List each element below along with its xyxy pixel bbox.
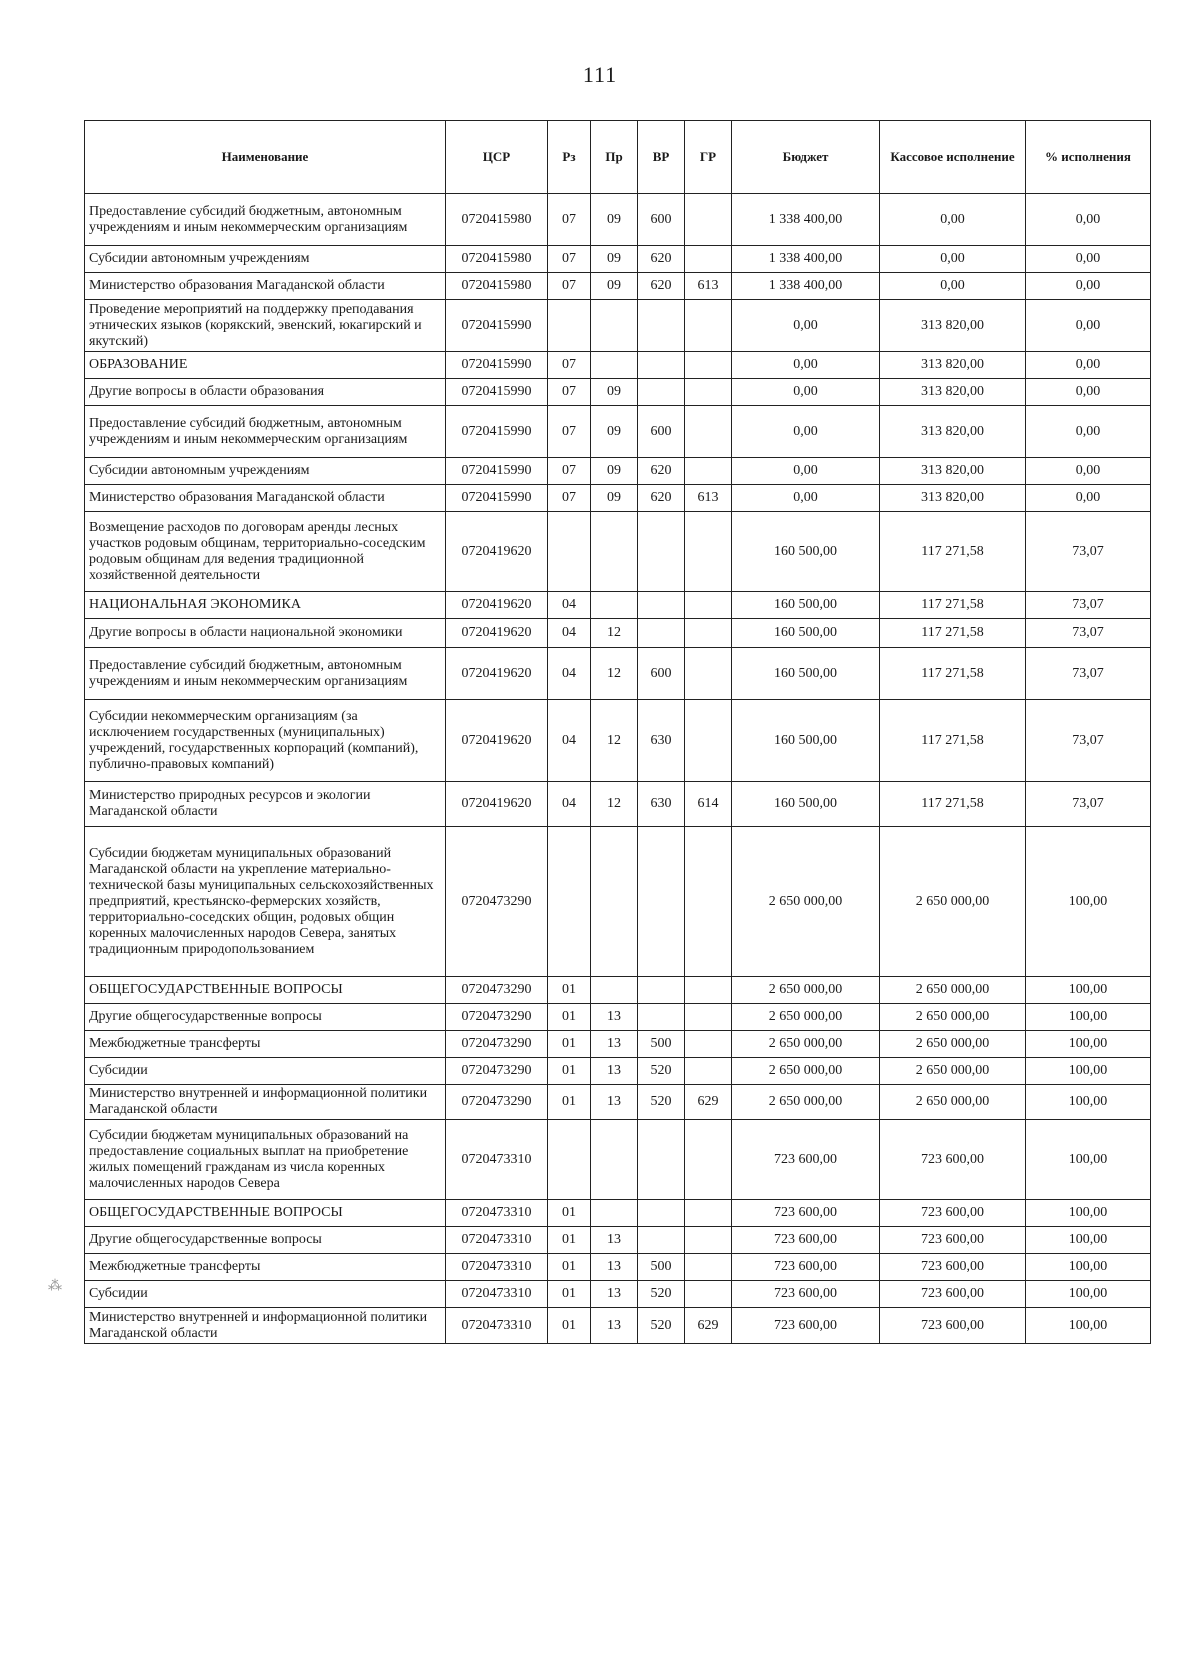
- cell-cash: 2 650 000,00: [880, 1058, 1026, 1085]
- cell-pr: [591, 977, 638, 1004]
- cell-rz: 07: [548, 458, 591, 485]
- cell-name: Межбюджетные трансферты: [85, 1254, 446, 1281]
- cell-vr: 620: [638, 273, 685, 300]
- cell-budget: 723 600,00: [732, 1308, 880, 1344]
- cell-name: Субсидии некоммерческим организациям (за исключением государственных (муниципальных) учреждений, государственных корпораций (компаний), публично-правовых компаний): [85, 700, 446, 782]
- cell-cash: 0,00: [880, 194, 1026, 246]
- cell-pct: 100,00: [1026, 1200, 1151, 1227]
- cell-rz: 01: [548, 1254, 591, 1281]
- cell-budget: 0,00: [732, 379, 880, 406]
- cell-name: Межбюджетные трансферты: [85, 1031, 446, 1058]
- cell-name: Другие вопросы в области образования: [85, 379, 446, 406]
- cell-budget: 1 338 400,00: [732, 246, 880, 273]
- cell-pr: 13: [591, 1004, 638, 1031]
- cell-name: Возмещение расходов по договорам аренды лесных участков родовым общинам, территориально-соседским родовым общинам для ведения традиционной хозяйственной деятельности: [85, 512, 446, 592]
- cell-rz: 01: [548, 1031, 591, 1058]
- cell-cash: 2 650 000,00: [880, 827, 1026, 977]
- cell-csr: 0720473310: [446, 1281, 548, 1308]
- cell-pr: 12: [591, 782, 638, 827]
- table-row: [85, 827, 1151, 977]
- cell-budget: 1 338 400,00: [732, 273, 880, 300]
- table-row: [85, 1254, 1151, 1281]
- cell-csr: 0720415990: [446, 300, 548, 352]
- cell-gr: [685, 977, 732, 1004]
- header-gr: ГР: [685, 121, 732, 194]
- cell-vr: 600: [638, 406, 685, 458]
- table-row: [85, 406, 1151, 458]
- cell-gr: 629: [685, 1085, 732, 1120]
- table-row: [85, 458, 1151, 485]
- cell-pct: 0,00: [1026, 194, 1151, 246]
- cell-csr: 0720415980: [446, 194, 548, 246]
- cell-vr: 600: [638, 194, 685, 246]
- table-row: [85, 273, 1151, 300]
- cell-gr: [685, 1004, 732, 1031]
- cell-name: Субсидии бюджетам муниципальных образований Магаданской области на укрепление материально-технической базы муниципальных сельскохозяйственных предприятий, крестьянско-фермерских хозяйств, территориально-соседских общин, родовых общин коренных малочисленных народов Севера, занятых традиционным природопользованием: [85, 827, 446, 977]
- cell-name: ОБЩЕГОСУДАРСТВЕННЫЕ ВОПРОСЫ: [85, 977, 446, 1004]
- cell-cash: 117 271,58: [880, 619, 1026, 648]
- cell-gr: [685, 458, 732, 485]
- cell-gr: [685, 379, 732, 406]
- cell-pct: 73,07: [1026, 648, 1151, 700]
- cell-csr: 0720473290: [446, 977, 548, 1004]
- cell-name: Министерство внутренней и информационной политики Магаданской области: [85, 1085, 446, 1120]
- cell-pct: 0,00: [1026, 246, 1151, 273]
- cell-vr: [638, 300, 685, 352]
- header-vr: ВР: [638, 121, 685, 194]
- cell-rz: 01: [548, 1308, 591, 1344]
- header-rz: Рз: [548, 121, 591, 194]
- cell-pr: 09: [591, 379, 638, 406]
- cell-budget: 723 600,00: [732, 1120, 880, 1200]
- cell-pct: 0,00: [1026, 458, 1151, 485]
- cell-cash: 723 600,00: [880, 1200, 1026, 1227]
- cell-vr: 630: [638, 700, 685, 782]
- cell-name: Министерство природных ресурсов и экологии Магаданской области: [85, 782, 446, 827]
- cell-pct: 100,00: [1026, 1281, 1151, 1308]
- table-row: [85, 1308, 1151, 1344]
- cell-vr: 620: [638, 485, 685, 512]
- cell-gr: [685, 827, 732, 977]
- cell-rz: 07: [548, 246, 591, 273]
- cell-rz: 07: [548, 379, 591, 406]
- cell-gr: [685, 406, 732, 458]
- table-row: [85, 512, 1151, 592]
- cell-budget: 0,00: [732, 352, 880, 379]
- cell-cash: 723 600,00: [880, 1254, 1026, 1281]
- cell-pr: 13: [591, 1058, 638, 1085]
- cell-vr: [638, 977, 685, 1004]
- scan-artifact-mark: ⁂: [48, 1279, 62, 1294]
- cell-vr: 500: [638, 1254, 685, 1281]
- cell-gr: [685, 194, 732, 246]
- cell-pr: [591, 512, 638, 592]
- cell-csr: 0720473310: [446, 1200, 548, 1227]
- cell-vr: 620: [638, 246, 685, 273]
- cell-budget: 160 500,00: [732, 592, 880, 619]
- cell-vr: [638, 352, 685, 379]
- cell-pct: 100,00: [1026, 827, 1151, 977]
- cell-name: ОБЩЕГОСУДАРСТВЕННЫЕ ВОПРОСЫ: [85, 1200, 446, 1227]
- header-pr: Пр: [591, 121, 638, 194]
- cell-csr: 0720473310: [446, 1227, 548, 1254]
- cell-name: Субсидии бюджетам муниципальных образований на предоставление социальных выплат на приобретение жилых помещений гражданам из числа коренных малочисленных народов Севера: [85, 1120, 446, 1200]
- budget-execution-table: [84, 120, 1151, 1344]
- cell-name: Субсидии автономным учреждениям: [85, 458, 446, 485]
- cell-budget: 723 600,00: [732, 1254, 880, 1281]
- header-budget: Бюджет: [732, 121, 880, 194]
- cell-pct: 100,00: [1026, 1308, 1151, 1344]
- cell-budget: 2 650 000,00: [732, 1031, 880, 1058]
- cell-cash: 117 271,58: [880, 700, 1026, 782]
- table-row: [85, 648, 1151, 700]
- cell-vr: [638, 619, 685, 648]
- cell-pr: [591, 1200, 638, 1227]
- header-cash: Кассовое исполнение: [880, 121, 1026, 194]
- cell-name: Министерство внутренней и информационной политики Магаданской области: [85, 1308, 446, 1344]
- cell-name: Другие общегосударственные вопросы: [85, 1227, 446, 1254]
- cell-name: ОБРАЗОВАНИЕ: [85, 352, 446, 379]
- cell-pr: 09: [591, 194, 638, 246]
- table-row: [85, 194, 1151, 246]
- cell-budget: 723 600,00: [732, 1200, 880, 1227]
- cell-budget: 2 650 000,00: [732, 827, 880, 977]
- table-row: [85, 619, 1151, 648]
- cell-csr: 0720419620: [446, 700, 548, 782]
- table-row: [85, 977, 1151, 1004]
- cell-gr: 614: [685, 782, 732, 827]
- cell-vr: 500: [638, 1031, 685, 1058]
- cell-pct: 0,00: [1026, 406, 1151, 458]
- cell-vr: 520: [638, 1058, 685, 1085]
- cell-pr: 13: [591, 1227, 638, 1254]
- cell-pr: 13: [591, 1254, 638, 1281]
- cell-pct: 100,00: [1026, 977, 1151, 1004]
- cell-rz: [548, 1120, 591, 1200]
- cell-pct: 100,00: [1026, 1031, 1151, 1058]
- cell-budget: 160 500,00: [732, 648, 880, 700]
- cell-name: Субсидии: [85, 1281, 446, 1308]
- cell-cash: 2 650 000,00: [880, 977, 1026, 1004]
- cell-vr: [638, 1200, 685, 1227]
- cell-pct: 73,07: [1026, 592, 1151, 619]
- cell-pr: [591, 1120, 638, 1200]
- cell-csr: 0720415990: [446, 352, 548, 379]
- cell-pct: 100,00: [1026, 1227, 1151, 1254]
- cell-cash: 0,00: [880, 273, 1026, 300]
- table-row: [85, 1120, 1151, 1200]
- cell-pct: 100,00: [1026, 1058, 1151, 1085]
- cell-csr: 0720473290: [446, 1031, 548, 1058]
- cell-name: Другие вопросы в области национальной экономики: [85, 619, 446, 648]
- cell-vr: [638, 512, 685, 592]
- cell-name: Субсидии: [85, 1058, 446, 1085]
- cell-rz: 01: [548, 1200, 591, 1227]
- cell-pr: 12: [591, 648, 638, 700]
- cell-vr: [638, 592, 685, 619]
- cell-gr: [685, 352, 732, 379]
- cell-name: Министерство образования Магаданской области: [85, 485, 446, 512]
- header-csr: ЦСР: [446, 121, 548, 194]
- cell-pct: 100,00: [1026, 1120, 1151, 1200]
- cell-cash: 313 820,00: [880, 300, 1026, 352]
- cell-budget: 160 500,00: [732, 512, 880, 592]
- cell-name: Другие общегосударственные вопросы: [85, 1004, 446, 1031]
- table-row: [85, 1031, 1151, 1058]
- cell-gr: [685, 1031, 732, 1058]
- cell-csr: 0720473310: [446, 1254, 548, 1281]
- table-row: [85, 1004, 1151, 1031]
- cell-rz: 07: [548, 485, 591, 512]
- cell-name: Субсидии автономным учреждениям: [85, 246, 446, 273]
- cell-cash: 313 820,00: [880, 458, 1026, 485]
- cell-budget: 0,00: [732, 458, 880, 485]
- cell-gr: [685, 700, 732, 782]
- header-row: [85, 121, 1151, 194]
- cell-csr: 0720419620: [446, 512, 548, 592]
- cell-name: Предоставление субсидий бюджетным, автономным учреждениям и иным некоммерческим организациям: [85, 406, 446, 458]
- cell-budget: 2 650 000,00: [732, 1004, 880, 1031]
- table-row: [85, 300, 1151, 352]
- cell-cash: 117 271,58: [880, 512, 1026, 592]
- table-row: [85, 246, 1151, 273]
- cell-gr: [685, 512, 732, 592]
- cell-cash: 117 271,58: [880, 782, 1026, 827]
- cell-budget: 1 338 400,00: [732, 194, 880, 246]
- table-row: [85, 1200, 1151, 1227]
- cell-vr: [638, 827, 685, 977]
- cell-pr: 09: [591, 458, 638, 485]
- cell-pct: 0,00: [1026, 379, 1151, 406]
- cell-vr: 620: [638, 458, 685, 485]
- cell-rz: 07: [548, 352, 591, 379]
- cell-vr: 630: [638, 782, 685, 827]
- cell-rz: 01: [548, 977, 591, 1004]
- cell-budget: 723 600,00: [732, 1227, 880, 1254]
- cell-budget: 0,00: [732, 406, 880, 458]
- table-row: [85, 1085, 1151, 1120]
- table-row: [85, 352, 1151, 379]
- cell-vr: [638, 379, 685, 406]
- cell-pct: 73,07: [1026, 619, 1151, 648]
- cell-pr: [591, 592, 638, 619]
- cell-pr: 13: [591, 1281, 638, 1308]
- cell-name: НАЦИОНАЛЬНАЯ ЭКОНОМИКА: [85, 592, 446, 619]
- cell-csr: 0720415990: [446, 458, 548, 485]
- cell-pr: 13: [591, 1308, 638, 1344]
- cell-cash: 2 650 000,00: [880, 1085, 1026, 1120]
- cell-rz: [548, 512, 591, 592]
- cell-gr: [685, 592, 732, 619]
- cell-gr: [685, 1058, 732, 1085]
- cell-vr: 520: [638, 1085, 685, 1120]
- cell-budget: 0,00: [732, 485, 880, 512]
- cell-rz: 04: [548, 700, 591, 782]
- cell-gr: 629: [685, 1308, 732, 1344]
- header-name: Наименование: [85, 121, 446, 194]
- cell-pct: 0,00: [1026, 352, 1151, 379]
- cell-csr: 0720473310: [446, 1308, 548, 1344]
- cell-gr: [685, 1281, 732, 1308]
- cell-rz: [548, 300, 591, 352]
- cell-pct: 73,07: [1026, 782, 1151, 827]
- cell-pct: 73,07: [1026, 700, 1151, 782]
- cell-vr: [638, 1004, 685, 1031]
- cell-vr: [638, 1227, 685, 1254]
- cell-csr: 0720415980: [446, 246, 548, 273]
- cell-pr: 13: [591, 1031, 638, 1058]
- cell-csr: 0720473290: [446, 1085, 548, 1120]
- cell-rz: 07: [548, 194, 591, 246]
- cell-csr: 0720473290: [446, 1004, 548, 1031]
- cell-rz: 04: [548, 619, 591, 648]
- table-row: [85, 782, 1151, 827]
- cell-name: Предоставление субсидий бюджетным, автономным учреждениям и иным некоммерческим организациям: [85, 648, 446, 700]
- cell-csr: 0720419620: [446, 782, 548, 827]
- cell-vr: 600: [638, 648, 685, 700]
- cell-pct: 100,00: [1026, 1085, 1151, 1120]
- page-number: 111: [582, 62, 618, 87]
- table-row: [85, 1281, 1151, 1308]
- cell-gr: 613: [685, 273, 732, 300]
- cell-pct: 0,00: [1026, 300, 1151, 352]
- cell-csr: 0720419620: [446, 648, 548, 700]
- cell-cash: 117 271,58: [880, 592, 1026, 619]
- cell-pct: 100,00: [1026, 1254, 1151, 1281]
- cell-csr: 0720473290: [446, 1058, 548, 1085]
- cell-gr: [685, 619, 732, 648]
- cell-cash: 723 600,00: [880, 1308, 1026, 1344]
- cell-rz: 01: [548, 1085, 591, 1120]
- cell-cash: 117 271,58: [880, 648, 1026, 700]
- cell-rz: 04: [548, 782, 591, 827]
- cell-pr: 09: [591, 406, 638, 458]
- cell-csr: 0720419620: [446, 592, 548, 619]
- cell-rz: 04: [548, 648, 591, 700]
- cell-pr: 12: [591, 700, 638, 782]
- cell-rz: 07: [548, 273, 591, 300]
- cell-cash: 0,00: [880, 246, 1026, 273]
- cell-cash: 723 600,00: [880, 1227, 1026, 1254]
- table-row: [85, 485, 1151, 512]
- cell-pr: 09: [591, 485, 638, 512]
- cell-gr: [685, 1120, 732, 1200]
- cell-pr: [591, 300, 638, 352]
- cell-rz: 01: [548, 1058, 591, 1085]
- cell-gr: [685, 1227, 732, 1254]
- cell-rz: 01: [548, 1227, 591, 1254]
- cell-pr: 13: [591, 1085, 638, 1120]
- cell-pct: 73,07: [1026, 512, 1151, 592]
- cell-pct: 0,00: [1026, 485, 1151, 512]
- cell-gr: [685, 1254, 732, 1281]
- cell-vr: 520: [638, 1308, 685, 1344]
- cell-csr: 0720415980: [446, 273, 548, 300]
- cell-cash: 313 820,00: [880, 485, 1026, 512]
- cell-rz: 04: [548, 592, 591, 619]
- cell-name: Проведение мероприятий на поддержку преподавания этнических языков (корякский, эвенский, юкагирский и якутский): [85, 300, 446, 352]
- cell-budget: 2 650 000,00: [732, 1058, 880, 1085]
- table-row: [85, 592, 1151, 619]
- cell-cash: 2 650 000,00: [880, 1031, 1026, 1058]
- cell-cash: 723 600,00: [880, 1120, 1026, 1200]
- cell-budget: 160 500,00: [732, 700, 880, 782]
- cell-csr: 0720415990: [446, 485, 548, 512]
- table-row: [85, 1058, 1151, 1085]
- cell-csr: 0720473310: [446, 1120, 548, 1200]
- cell-csr: 0720473290: [446, 827, 548, 977]
- cell-gr: [685, 1200, 732, 1227]
- cell-budget: 160 500,00: [732, 619, 880, 648]
- cell-budget: 160 500,00: [732, 782, 880, 827]
- cell-pr: 09: [591, 246, 638, 273]
- cell-vr: 520: [638, 1281, 685, 1308]
- table-row: [85, 700, 1151, 782]
- cell-pr: 12: [591, 619, 638, 648]
- cell-gr: [685, 300, 732, 352]
- cell-gr: [685, 246, 732, 273]
- cell-cash: 723 600,00: [880, 1281, 1026, 1308]
- table-row: [85, 379, 1151, 406]
- cell-name: Предоставление субсидий бюджетным, автономным учреждениям и иным некоммерческим организациям: [85, 194, 446, 246]
- table-row: [85, 1227, 1151, 1254]
- cell-gr: [685, 648, 732, 700]
- cell-vr: [638, 1120, 685, 1200]
- cell-cash: 313 820,00: [880, 379, 1026, 406]
- cell-pct: 0,00: [1026, 273, 1151, 300]
- cell-pct: 100,00: [1026, 1004, 1151, 1031]
- cell-pr: 09: [591, 273, 638, 300]
- cell-budget: 723 600,00: [732, 1281, 880, 1308]
- cell-cash: 313 820,00: [880, 406, 1026, 458]
- cell-pr: [591, 352, 638, 379]
- header-pct: % исполнения: [1026, 121, 1151, 194]
- cell-rz: 07: [548, 406, 591, 458]
- cell-csr: 0720419620: [446, 619, 548, 648]
- cell-cash: 313 820,00: [880, 352, 1026, 379]
- cell-name: Министерство образования Магаданской области: [85, 273, 446, 300]
- table-body: [85, 194, 1151, 1344]
- cell-csr: 0720415990: [446, 406, 548, 458]
- cell-budget: 0,00: [732, 300, 880, 352]
- cell-csr: 0720415990: [446, 379, 548, 406]
- cell-budget: 2 650 000,00: [732, 1085, 880, 1120]
- cell-cash: 2 650 000,00: [880, 1004, 1026, 1031]
- cell-rz: 01: [548, 1281, 591, 1308]
- cell-rz: [548, 827, 591, 977]
- cell-gr: 613: [685, 485, 732, 512]
- cell-budget: 2 650 000,00: [732, 977, 880, 1004]
- cell-rz: 01: [548, 1004, 591, 1031]
- cell-pr: [591, 827, 638, 977]
